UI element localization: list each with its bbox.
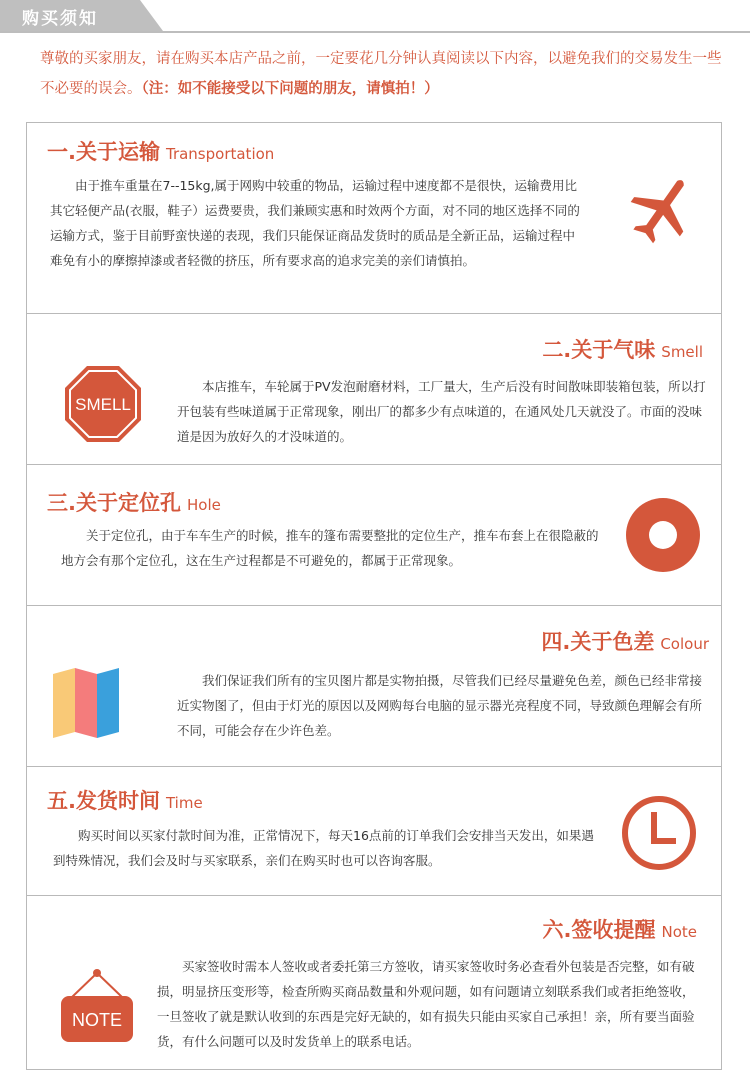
- section-time: [26, 766, 722, 896]
- section-title: [541, 626, 709, 656]
- section-body: 关于定位孔，由于车车生产的时候，推车的篷布需要整批的定位生产，推车布套上在很隐蔽的地方会有那个定位孔，这在生产过程都是不可避免的，都属于正常现象。: [61, 528, 599, 568]
- section-colour: [26, 605, 722, 767]
- section-hole: [26, 464, 722, 606]
- section-body: 本店推车，车轮属于PV发泡耐磨材料，工厂量大，生产后没有时间散味即装箱包装，所以打开包装有些味道属于正常现象，刚出厂的都多少有点味道的，在通风处几天就没了。市面的没味道是因为放好久的才没味道的。: [177, 379, 706, 444]
- ring-hole-icon: [625, 497, 701, 573]
- section-title-cn: 二.关于气味: [542, 338, 656, 362]
- section-body: 购买时间以买家付款时间为准，正常情况下，每天16点前的订单我们会安排当天发出，如果遇到特殊情况，我们会及时与买家联系，亲们在购买时也可以咨询客服。: [53, 828, 594, 868]
- section-body: 由于推车重量在7--15kg,属于网购中较重的物品，运输过程中速度都不是很快，运输费用比其它轻便产品(衣服，鞋子）运费要贵，我们兼顾实惠和时效两个方面，对不同的地区选择不同的运输方式，鉴于目前野蛮快递的表现，我们只能保证商品发货时的质品是全新正品，运输过程中难免有小的摩擦掉漆或者轻微的挤压，所有要求高的追求完美的亲们请慎拍。: [50, 178, 580, 268]
- note-sign-label: NOTE: [71, 1010, 123, 1030]
- smell-sign-label: SMELL: [75, 395, 131, 414]
- section-title: [47, 487, 221, 517]
- section-title-en: Smell: [661, 343, 703, 361]
- section-title: [47, 136, 274, 166]
- section-body: 买家签收时需本人签收或者委托第三方签收，请买家签收时务必查看外包装是否完整，如有破损，明显挤压变形等，检查所购买商品数量和外观问题，如有问题请立刻联系我们或者拒绝签收，一旦签收了就是默认收到的东西是完好无缺的，如有损失只能由买家自己承担！亲，所有要当面验货，有什么问题可以及时发货单上的联系电话。: [157, 959, 695, 1049]
- section-body: 我们保证我们所有的宝贝图片都是实物拍摄，尽管我们已经尽量避免色差，颜色已经非常接近实物图了，但由于灯光的原因以及网购每台电脑的显示器光亮程度不同，导致颜色理解会有所不同，可能会存在少许色差。: [177, 673, 703, 738]
- section-smell: [26, 313, 722, 465]
- section-title: [47, 785, 203, 815]
- page-title: 购买须知: [22, 9, 98, 29]
- intro-warning: （注：如不能接受以下问题的朋友，请慎拍！）: [141, 81, 439, 97]
- intro-text: 尊敬的买家朋友，请在购买本店产品之前，一定要花几分钟认真阅读以下内容，以避免我们的交易发生一些不必要的误会。: [40, 51, 722, 97]
- section-title-cn: 五.发货时间: [47, 789, 160, 813]
- clock-icon: [621, 795, 697, 871]
- intro-paragraph: [40, 44, 730, 104]
- section-note: [26, 895, 722, 1070]
- page-header: [0, 0, 750, 32]
- section-title-en: Hole: [186, 496, 221, 514]
- section-title-cn: 三.关于定位孔: [47, 491, 181, 515]
- section-title-en: Time: [165, 794, 203, 812]
- section-title: [542, 334, 703, 364]
- section-title-en: Colour: [660, 635, 709, 653]
- section-title-en: Note: [661, 923, 697, 941]
- section-title-cn: 一.关于运输: [47, 140, 160, 164]
- section-title-cn: 四.关于色差: [541, 630, 655, 654]
- section-title-en: Transportation: [165, 145, 275, 163]
- section-title: [543, 914, 698, 944]
- note-sign-icon: [57, 968, 137, 1048]
- smell-stop-sign-icon: [63, 364, 143, 444]
- header-underline: [0, 31, 750, 33]
- section-title-cn: 六.签收提醒: [542, 918, 656, 942]
- color-swatch-icon: [53, 666, 121, 738]
- airplane-icon: [621, 171, 701, 251]
- section-transportation: [26, 122, 722, 314]
